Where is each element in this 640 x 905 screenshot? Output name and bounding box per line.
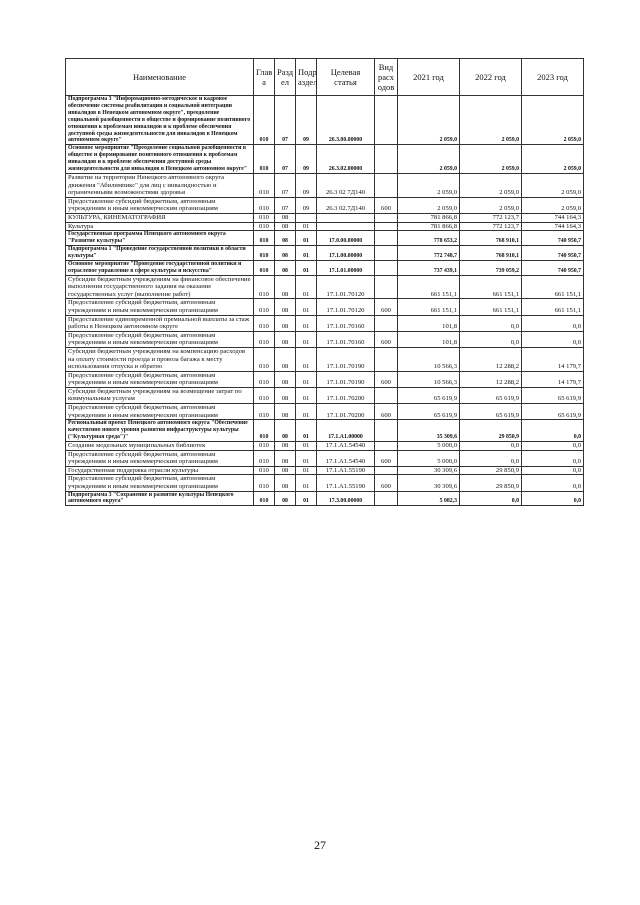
cell-subsection: 09 (296, 96, 317, 145)
cell-2022: 12 288,2 (460, 371, 522, 387)
cell-chapter: 010 (254, 275, 275, 299)
table-row (66, 173, 584, 197)
cell-target-item: 17.1.01.70200 (317, 404, 375, 420)
cell-2023: 14 179,7 (522, 347, 584, 371)
cell-2022: 768 910,1 (460, 231, 522, 246)
table-row (66, 331, 584, 347)
cell-2022: 2 059,0 (460, 173, 522, 197)
cell-target-item: 17.1.01.70160 (317, 315, 375, 331)
table-row (66, 231, 584, 246)
cell-section: 08 (275, 420, 296, 442)
cell-chapter: 010 (254, 315, 275, 331)
column-header-2021: 2021 год (398, 59, 460, 96)
cell-expense-type: 600 (375, 404, 398, 420)
cell-subsection: 01 (296, 475, 317, 491)
cell-name: Основное мероприятие "Преодоление социальной разобщенности в обществе и формирование позитивного отношения к проблемам инвалидов и к проблеме обеспечения доступной среды жизнедеятельности для инвалидов в Ненецком автономном округе" (66, 145, 254, 174)
cell-section: 08 (275, 275, 296, 299)
cell-section: 08 (275, 371, 296, 387)
cell-section: 08 (275, 213, 296, 222)
cell-target-item: 17.1.01.70120 (317, 299, 375, 315)
cell-expense-type: 600 (375, 331, 398, 347)
cell-chapter: 010 (254, 299, 275, 315)
cell-expense-type (375, 145, 398, 174)
cell-2023: 14 179,7 (522, 371, 584, 387)
cell-2021: 661 151,1 (398, 299, 460, 315)
cell-target-item: 17.1.A1.55190 (317, 475, 375, 491)
cell-name: Предоставление субсидий бюджетным, автономным учреждениям и иным некоммерческим организациям (66, 331, 254, 347)
cell-expense-type (375, 420, 398, 442)
cell-2023: 740 950,7 (522, 260, 584, 275)
table-row (66, 222, 584, 231)
cell-subsection (296, 213, 317, 222)
cell-2022: 65 619,9 (460, 387, 522, 403)
cell-2022: 772 123,7 (460, 213, 522, 222)
table-row (66, 475, 584, 491)
cell-2021: 10 566,3 (398, 371, 460, 387)
cell-subsection: 01 (296, 260, 317, 275)
cell-chapter: 010 (254, 145, 275, 174)
cell-2021: 2 059,0 (398, 96, 460, 145)
cell-section: 07 (275, 197, 296, 213)
cell-2022: 772 123,7 (460, 222, 522, 231)
cell-subsection: 01 (296, 491, 317, 506)
cell-2023: 744 164,3 (522, 213, 584, 222)
cell-target-item: 17.0.00.00000 (317, 231, 375, 246)
cell-name: Развитие на территории Ненецкого автономного округа движения "Абилимпикс" для лиц с инвалидностью и ограниченными возможностями здоровья (66, 173, 254, 197)
cell-subsection: 01 (296, 420, 317, 442)
cell-section: 08 (275, 260, 296, 275)
cell-2022: 29 850,9 (460, 466, 522, 475)
cell-2021: 30 309,6 (398, 466, 460, 475)
table-row (66, 315, 584, 331)
cell-name: Создание модельных муниципальных библиотек (66, 441, 254, 450)
cell-target-item (317, 213, 375, 222)
cell-2021: 781 866,8 (398, 222, 460, 231)
column-header-expense-type: Вид расх одов (375, 59, 398, 96)
cell-name: Государственная программа Ненецкого автономного округа "Развитие культуры" (66, 231, 254, 246)
cell-2022: 65 619,9 (460, 404, 522, 420)
cell-subsection: 01 (296, 441, 317, 450)
cell-name: Предоставление субсидий бюджетным, автономным учреждениям и иным некоммерческим организациям (66, 371, 254, 387)
cell-section: 08 (275, 387, 296, 403)
cell-expense-type (375, 466, 398, 475)
cell-target-item: 17.1.01.70190 (317, 347, 375, 371)
table-row (66, 420, 584, 442)
cell-section: 08 (275, 299, 296, 315)
cell-subsection: 01 (296, 231, 317, 246)
cell-name: Предоставление единовременной премиальной выплаты за стаж работы в Ненецком автономном округе (66, 315, 254, 331)
cell-2022: 0,0 (460, 491, 522, 506)
cell-chapter: 010 (254, 404, 275, 420)
cell-name: Подпрограмма 1 "Проведение государственной политики в области культуры" (66, 245, 254, 260)
cell-section: 07 (275, 173, 296, 197)
cell-2023: 0,0 (522, 466, 584, 475)
cell-chapter: 010 (254, 231, 275, 246)
cell-2023: 0,0 (522, 450, 584, 466)
cell-2023: 0,0 (522, 441, 584, 450)
cell-2023: 0,0 (522, 475, 584, 491)
cell-section: 08 (275, 331, 296, 347)
cell-section: 08 (275, 245, 296, 260)
cell-2022: 29 850,9 (460, 475, 522, 491)
cell-2022: 768 910,1 (460, 245, 522, 260)
column-header-name: Наименование (66, 59, 254, 96)
cell-chapter: 010 (254, 245, 275, 260)
cell-chapter: 010 (254, 260, 275, 275)
cell-expense-type (375, 387, 398, 403)
cell-target-item: 17.3.00.00000 (317, 491, 375, 506)
table-row (66, 245, 584, 260)
cell-expense-type: 600 (375, 371, 398, 387)
budget-table (65, 58, 584, 506)
cell-subsection: 09 (296, 197, 317, 213)
cell-2023: 0,0 (522, 331, 584, 347)
cell-2022: 661 151,1 (460, 299, 522, 315)
column-header-target-item: Целевая статья (317, 59, 375, 96)
cell-2021: 781 866,8 (398, 213, 460, 222)
cell-target-item: 26.3.00.00000 (317, 96, 375, 145)
cell-name: КУЛЬТУРА, КИНЕМАТОГРАФИЯ (66, 213, 254, 222)
cell-2021: 2 059,0 (398, 173, 460, 197)
cell-expense-type (375, 173, 398, 197)
cell-2022: 2 059,0 (460, 197, 522, 213)
cell-expense-type (375, 347, 398, 371)
cell-2023: 0,0 (522, 491, 584, 506)
cell-2021: 101,8 (398, 315, 460, 331)
cell-chapter: 010 (254, 466, 275, 475)
cell-2022: 2 059,0 (460, 96, 522, 145)
cell-2021: 5 000,0 (398, 441, 460, 450)
cell-2021: 737 439,1 (398, 260, 460, 275)
cell-2021: 35 309,6 (398, 420, 460, 442)
cell-2021: 101,8 (398, 331, 460, 347)
cell-expense-type (375, 96, 398, 145)
table-row (66, 387, 584, 403)
table-row (66, 96, 584, 145)
cell-target-item: 17.1.A1.54540 (317, 441, 375, 450)
cell-target-item: 17.1.01.70190 (317, 371, 375, 387)
cell-expense-type (375, 275, 398, 299)
cell-chapter: 010 (254, 331, 275, 347)
cell-name: Предоставление субсидий бюджетным, автономным учреждениям и иным некоммерческим организациям (66, 450, 254, 466)
cell-target-item: 17.1.00.00000 (317, 245, 375, 260)
cell-2022: 661 151,1 (460, 275, 522, 299)
cell-chapter: 010 (254, 213, 275, 222)
cell-name: Культура (66, 222, 254, 231)
cell-2023: 2 059,0 (522, 173, 584, 197)
cell-2023: 65 619,9 (522, 387, 584, 403)
cell-2022: 0,0 (460, 450, 522, 466)
cell-expense-type: 600 (375, 299, 398, 315)
cell-2021: 10 566,3 (398, 347, 460, 371)
cell-subsection: 01 (296, 466, 317, 475)
cell-name: Субсидии бюджетным учреждениям на финансовое обеспечение выполнения государственного задания на оказание государственных услуг (выполнение работ) (66, 275, 254, 299)
cell-2022: 0,0 (460, 315, 522, 331)
table-row (66, 491, 584, 506)
cell-2022: 2 059,0 (460, 145, 522, 174)
cell-chapter: 010 (254, 450, 275, 466)
cell-expense-type (375, 315, 398, 331)
cell-name: Подпрограмма 3 "Сохранение и развитие культуры Ненецкого автономного округа" (66, 491, 254, 506)
cell-subsection: 01 (296, 347, 317, 371)
cell-expense-type (375, 245, 398, 260)
page-number: 27 (314, 838, 326, 852)
cell-target-item: 26.3 02.7Д140 (317, 197, 375, 213)
cell-subsection: 01 (296, 404, 317, 420)
cell-name: Основное мероприятие "Проведение государственной политики и отраслевое управление в сфере культуры и искусства" (66, 260, 254, 275)
cell-chapter: 010 (254, 197, 275, 213)
cell-2022: 0,0 (460, 441, 522, 450)
cell-2022: 0,0 (460, 331, 522, 347)
cell-chapter: 010 (254, 347, 275, 371)
cell-chapter: 010 (254, 173, 275, 197)
budget-table-container (65, 58, 583, 506)
cell-2021: 5 000,0 (398, 450, 460, 466)
cell-expense-type: 600 (375, 450, 398, 466)
table-row (66, 404, 584, 420)
cell-2023: 740 950,7 (522, 245, 584, 260)
cell-section: 08 (275, 315, 296, 331)
cell-2023: 740 950,7 (522, 231, 584, 246)
cell-name: Предоставление субсидий бюджетным, автономным учреждениям и иным некоммерческим организациям (66, 299, 254, 315)
cell-subsection: 01 (296, 387, 317, 403)
table-row (66, 213, 584, 222)
cell-expense-type (375, 231, 398, 246)
cell-2021: 2 059,0 (398, 145, 460, 174)
cell-name: Субсидии бюджетным учреждениям на возмещение затрат по коммунальным услугам (66, 387, 254, 403)
cell-section: 08 (275, 231, 296, 246)
cell-expense-type (375, 260, 398, 275)
cell-chapter: 010 (254, 96, 275, 145)
table-body (66, 96, 584, 506)
cell-2021: 5 082,3 (398, 491, 460, 506)
table-row (66, 347, 584, 371)
cell-section: 07 (275, 96, 296, 145)
cell-2023: 0,0 (522, 420, 584, 442)
cell-name: Предоставление субсидий бюджетным, автономным учреждениям и иным некоммерческим организациям (66, 197, 254, 213)
column-header-section: Разд ел (275, 59, 296, 96)
cell-subsection: 01 (296, 222, 317, 231)
cell-subsection: 09 (296, 145, 317, 174)
cell-target-item (317, 222, 375, 231)
cell-section: 07 (275, 145, 296, 174)
cell-name: Предоставление субсидий бюджетным, автономным учреждениям и иным некоммерческим организациям (66, 404, 254, 420)
cell-chapter: 010 (254, 371, 275, 387)
cell-name: Предоставление субсидий бюджетным, автономным учреждениям и иным некоммерческим организациям (66, 475, 254, 491)
cell-chapter: 010 (254, 387, 275, 403)
cell-2022: 739 059,2 (460, 260, 522, 275)
cell-target-item: 17.1.01.00000 (317, 260, 375, 275)
cell-2023: 744 164,3 (522, 222, 584, 231)
cell-2021: 661 151,1 (398, 275, 460, 299)
cell-target-item: 17.1.01.70120 (317, 275, 375, 299)
cell-2021: 2 059,0 (398, 197, 460, 213)
cell-expense-type: 600 (375, 475, 398, 491)
cell-2023: 2 059,0 (522, 197, 584, 213)
cell-expense-type (375, 441, 398, 450)
table-row (66, 197, 584, 213)
cell-chapter: 010 (254, 491, 275, 506)
cell-name: Региональный проект Ненецкого автономного округа "Обеспечение качественно нового уровня развития инфраструктуры культуры ("Культурная среда")" (66, 420, 254, 442)
cell-section: 08 (275, 491, 296, 506)
cell-expense-type: 600 (375, 197, 398, 213)
cell-subsection: 01 (296, 275, 317, 299)
table-row (66, 450, 584, 466)
cell-subsection: 09 (296, 173, 317, 197)
cell-target-item: 17.1.A1.00000 (317, 420, 375, 442)
cell-2023: 661 151,1 (522, 299, 584, 315)
cell-2022: 29 850,9 (460, 420, 522, 442)
cell-target-item: 17.1.A1.55190 (317, 466, 375, 475)
cell-chapter: 010 (254, 420, 275, 442)
cell-section: 08 (275, 222, 296, 231)
cell-2023: 2 059,0 (522, 96, 584, 145)
table-row (66, 441, 584, 450)
cell-expense-type (375, 213, 398, 222)
cell-subsection: 01 (296, 371, 317, 387)
cell-name: Субсидии бюджетным учреждениям на компенсацию расходов на оплату стоимости проезда и провоза багажа к месту использования отпуска и обратно (66, 347, 254, 371)
cell-subsection: 01 (296, 331, 317, 347)
table-row (66, 275, 584, 299)
cell-expense-type (375, 491, 398, 506)
column-header-2022: 2022 год (460, 59, 522, 96)
cell-subsection: 01 (296, 450, 317, 466)
table-row (66, 371, 584, 387)
cell-chapter: 010 (254, 441, 275, 450)
cell-section: 08 (275, 441, 296, 450)
cell-2023: 0,0 (522, 315, 584, 331)
cell-section: 08 (275, 404, 296, 420)
table-row (66, 466, 584, 475)
table-row (66, 145, 584, 174)
cell-2021: 30 309,6 (398, 475, 460, 491)
cell-target-item: 26.3.02.00000 (317, 145, 375, 174)
cell-2023: 65 619,9 (522, 404, 584, 420)
table-header-row (66, 59, 584, 96)
cell-2021: 65 619,9 (398, 404, 460, 420)
cell-2021: 65 619,9 (398, 387, 460, 403)
cell-chapter: 010 (254, 475, 275, 491)
cell-section: 08 (275, 475, 296, 491)
cell-subsection: 01 (296, 299, 317, 315)
cell-target-item: 17.1.01.70200 (317, 387, 375, 403)
cell-subsection: 01 (296, 315, 317, 331)
table-row (66, 299, 584, 315)
column-header-subsection: Подр аздел (296, 59, 317, 96)
table-row (66, 260, 584, 275)
cell-target-item: 26.3 02 7Д140 (317, 173, 375, 197)
cell-chapter: 010 (254, 222, 275, 231)
cell-2021: 778 653,2 (398, 231, 460, 246)
cell-section: 08 (275, 347, 296, 371)
cell-subsection: 01 (296, 245, 317, 260)
cell-name: Подпрограмма 3 "Информационно-методическое и кадровое обеспечение системы реабилитации и социальной интеграции инвалидов в Ненецком автономном округе", преодоление социальной разобщенности в обществе и формирование позитивного отношения к проблемам инвалидов и к проблеме обеспечения доступной среды жизнедеятельности для инвалидов в Ненецком автономном округе" (66, 96, 254, 145)
column-header-2023: 2023 год (522, 59, 584, 96)
cell-2023: 2 059,0 (522, 145, 584, 174)
column-header-chapter: Глав а (254, 59, 275, 96)
cell-2022: 12 288,2 (460, 347, 522, 371)
cell-2023: 661 151,1 (522, 275, 584, 299)
cell-section: 08 (275, 466, 296, 475)
cell-target-item: 17.1.01.70160 (317, 331, 375, 347)
cell-expense-type (375, 222, 398, 231)
cell-target-item: 17.1.A1.54540 (317, 450, 375, 466)
cell-2021: 772 748,7 (398, 245, 460, 260)
cell-name: Государственная поддержка отрасли культуры (66, 466, 254, 475)
cell-section: 08 (275, 450, 296, 466)
